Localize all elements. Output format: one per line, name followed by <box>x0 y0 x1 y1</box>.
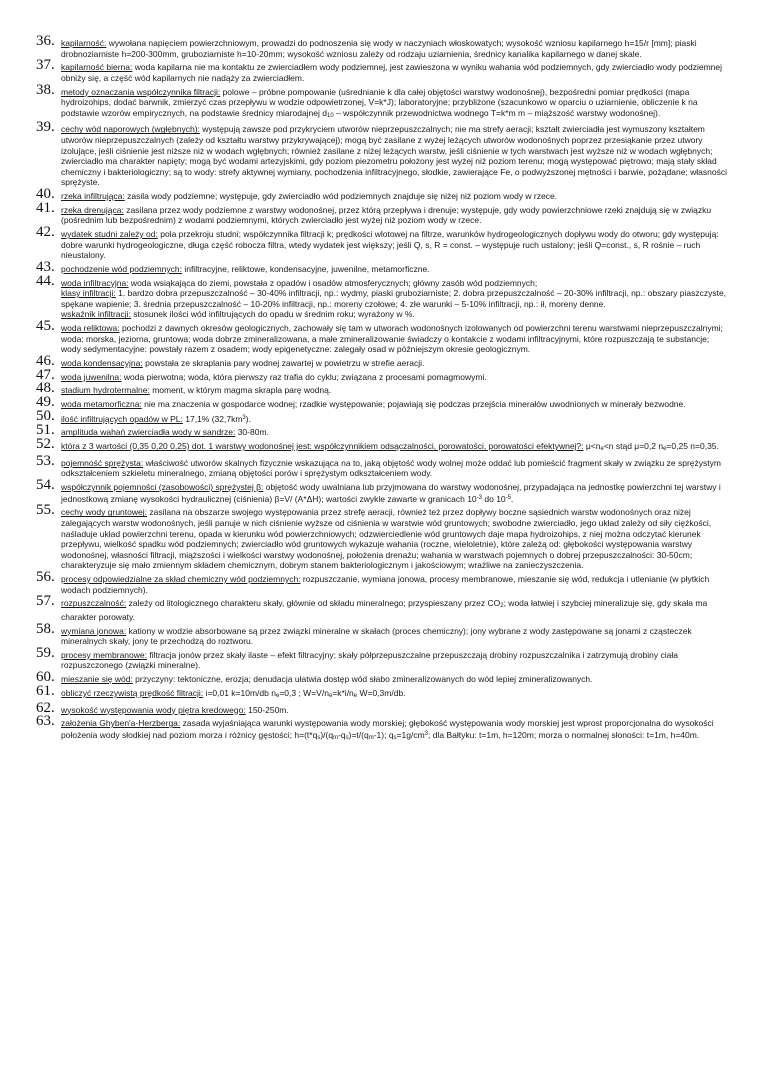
term: procesy membranowe: <box>61 649 147 660</box>
definition-tail: <n stąd μ=0,2 n <box>603 441 664 452</box>
list-item <box>36 33 728 59</box>
item-number: 57. <box>36 593 55 610</box>
term: wydatek studni zależy od: <box>61 229 158 240</box>
item-number: 40. <box>36 186 55 203</box>
list-item <box>36 620 728 647</box>
term: ilość infiltrujących opadów w PL: <box>61 413 183 424</box>
definition: pochodzi z dawnych okresów geologicznych, zachowały się tam w utworach wodonośnych izolowanych od powierzchni terenu warstwami nieprzepuszczalnymi; woda: morska, jeziorna, gruntowa; woda dobrze zmineralizowana, a małe zmineralizowanie świadczy o kontakcie z wodami infiltracyjnymi, które rozpuszczają te substancje; wody sedymentacyjne: powstały razem z osadem; wody epigenetyczne: zalegały osad w późniejszym okresie geologicznym. <box>61 323 723 355</box>
item-number: 42. <box>36 224 55 241</box>
superscript: 3 <box>424 730 429 737</box>
definition-tail: =1g/cm <box>396 729 425 740</box>
definition: woda kapilarna nie ma kontaktu ze zwierciadłem wody podziemnej, jest zawieszona w wyniku wahania wód podziemnych, gdy zwierciadło wody podziemnej obniży się, a część wód kapilarnych nie nadąży za zwierciadłem. <box>61 62 722 83</box>
term: pochodzenie wód podziemnych: <box>61 263 182 274</box>
list-item <box>36 199 728 226</box>
definition: i=0,01 k=10m/db n <box>203 687 276 698</box>
term: wysokość występowania wody piętra kredowego: <box>61 704 246 715</box>
term: woda juwenilna: <box>61 371 122 382</box>
list-item <box>36 119 728 188</box>
list-item <box>36 452 728 479</box>
term: wskaźnik infiltracji: <box>61 309 131 320</box>
definition: nie ma znaczenia w gospodarce wodnej; rzadkie występowanie; pojawiają się podczas przejścia minerałów uwodnionych w minerały bezwodne. <box>141 399 686 410</box>
definition: właściwość utworów skalnych fizycznie wskazująca na to, jaką objętość wody wolnej może oddać lub pomieścić fragment skały w związku ze sprężystym odkształceniem szkieletu mineralnego, zmianą objętości porów i sprężystym odkształceniem wody. <box>61 457 721 479</box>
item-number: 43. <box>36 258 55 275</box>
list-item <box>36 394 728 411</box>
list-item <box>36 272 728 320</box>
term: kapilarność bierna: <box>61 62 133 73</box>
subscript: 2 <box>500 603 504 610</box>
definition-tail: W=0,3m/db. <box>357 687 406 698</box>
term: cechy wód naporowych (wgłębnych): <box>61 124 200 135</box>
definition: 30-80m. <box>235 427 269 438</box>
definition: μ<n <box>583 441 601 452</box>
term: rzeka drenująca: <box>61 204 124 215</box>
superscript: 3 <box>242 414 246 421</box>
item-number: 51. <box>36 422 55 439</box>
item-number: 41. <box>36 199 55 216</box>
term: procesy odpowiedzialne za skład chemiczny wód podziemnych: <box>61 574 301 584</box>
subscript: 10 <box>327 112 334 119</box>
item-number: 60. <box>36 669 55 686</box>
term: woda infiltracyjna: <box>61 277 129 288</box>
definition: powstała ze skraplania pary wodnej zawartej w powietrzu w strefie aeracji. <box>142 357 425 368</box>
sub-paragraph <box>61 288 728 309</box>
subscript: e <box>275 692 280 699</box>
subscript: s <box>393 734 397 741</box>
term: stadium hydrotermalne: <box>61 385 150 396</box>
list-item <box>36 352 728 369</box>
definition: woda pierwotna; woda, która pierwszy raz trafia do cyklu; związana z procesami pomagmowymi. <box>121 371 487 382</box>
list-item <box>36 57 728 83</box>
list-item <box>36 81 728 122</box>
definition: rozpuszczanie, wymiana jonowa, procesy membranowe, mieszanie się wód, redukcja i utlenianie (w płytkich wodach podziemnych). <box>61 574 710 595</box>
item-number: 48. <box>36 380 55 397</box>
definition: 1. bardzo dobra przepuszczalność – 30-40% infiltracji, np.: wydmy, piaski gruboziarniste; 2. dobra przepuszczalność – 20-30% infiltracji, np.: obszary piaszczyste, spękane wapienie; 3. średnia przepuszczalność – 10-20% infiltracji, np.: moreny czołowe; 4. złe warunki – 5-10% infiltracji, np.: ił, moreny denne. <box>61 288 727 309</box>
item-number: 58. <box>36 620 55 637</box>
item-number: 63. <box>36 713 55 730</box>
term: rozpuszczalność: <box>61 598 127 609</box>
item-number: 38. <box>36 81 55 98</box>
definition-tail: ; woda łatwiej i szybciej mineralizuje się, gdy skała ma charakter porowaty. <box>61 598 708 622</box>
term: woda reliktowa: <box>61 323 120 334</box>
list-item <box>36 422 728 439</box>
item-number: 49. <box>36 394 55 411</box>
list-item <box>36 644 728 671</box>
item-number: 54. <box>36 477 55 494</box>
definition-tail: -q <box>338 729 346 740</box>
definition: zasada wyjaśniająca warunki występowania wody morskiej; głębokość występowania wody morskiej jest wprost proporcjonalna do wysokości położenia wody słodkiej nad poziom morza i różnicy gęstości; h=(t*q <box>61 718 714 740</box>
list-item <box>36 502 728 571</box>
term: cechy wody gruntowej: <box>61 507 147 518</box>
list-item <box>36 258 728 275</box>
term: która z 3 wartości (0,35 0,20 0,25) dot. 1 warstwy wodonośnej jest: współczynnikiem odsączalności, porowatości, porowatości efektywnej?: <box>61 441 584 452</box>
list-item <box>36 569 728 595</box>
term: pojemność sprężysta: <box>61 457 144 468</box>
term: założenia Ghyben'a-Herzberga: <box>61 718 181 729</box>
list-item <box>36 186 728 203</box>
list-item <box>36 699 728 716</box>
term: woda kondensacyjna: <box>61 357 143 368</box>
term: kapilarność: <box>61 38 107 48</box>
definition: zasilana na obszarze swojego występowania przez strefę aeracji, również też przez dopływy boczne sąsiednich warstw wodonośnych oraz niżej zalegających warstw wodonośnych, jeśli panuje w nich ciśnienie wyższe od ciśnienia w warstwie wód gruntowych; swobodne zwierciadło, jego układ zależy od siły ciężkości, naśladuje układ powierzchni terenu, opada w kierunku wód powierzchniowych; odzwierciedlenie wód gruntowych daje mapa hydroizohips, z niej można odczytać kierunek przepływu, wielkość spadku wód podziemnych; zwierciadło wód gruntowych wykazuje wahania (roczne, wieloletnie), które zależą od: głębokości występowania warstwy wodonośnej, własności filtracji, miąższości i wielkości warstwy wodonośnej, położenia drenażu; wahania w warstwach pojemnych o dobrej przepuszczalności: 30-50cm; charakteryzuje się mało zmiennym składem chemicznym, dobrym stanem bakteriologicznym i jakościowym; wrażliwe na zanieczyszczenia. <box>61 507 712 571</box>
term: rzeka infiltrująca: <box>61 191 125 202</box>
item-number: 59. <box>36 644 55 661</box>
term: metody oznaczania współczynnika filtracji: <box>61 86 221 97</box>
list-item <box>36 682 728 702</box>
subscript: m <box>368 734 374 741</box>
item-number: 46. <box>36 352 55 369</box>
definition: zasila wody podziemne; występuje, gdy zwierciadło wód podziemnych znajduje się niżej niż poziom wody w rzece. <box>124 191 558 202</box>
definition-tail: -1); q <box>373 729 394 740</box>
subscript: e <box>353 692 358 699</box>
item-number: 52. <box>36 436 55 453</box>
sub-paragraph <box>61 309 728 320</box>
definition: polowe – próbne pompowanie (uśrednianie k dla całej objętości warstwy wodonośnej), bezpośredni pomiar prędkości (mapa hydroizohips, dodać barwnik, zmierzyć czas przepływu w wodzie odpowietrzonej, V=k*J); laboratoryjne; przybliżone (szacunkowo w oparciu o uziarnienie, obliczenie k na podstawie wzorów empirycznych, na podstawie średnicy miarodajnej d <box>61 86 698 118</box>
definition: zależy od litologicznego charakteru skały, głównie od składu mineralnego; przyspieszany przez CO <box>126 598 501 609</box>
list-item <box>36 436 728 455</box>
definition-tail: – współczynnik przewodnictwa wodnego T=k*m m – miąższość warstwy wodonośnej). <box>333 107 661 118</box>
definition: zasilana przez wody podziemne z warstwy wodonośnej, przez którą przepływa i drenuje; występuje, gdy wody powierzchniowe rzeki znajdują się w związku (pośrednim lub bezpośrednim) z wodami podziemnymi, których zwierciadło jest wyżej niż poziom wody w rzece. <box>61 204 712 226</box>
item-number: 47. <box>36 366 55 383</box>
definition: moment, w którym magma skrapla parę wodną. <box>149 385 332 396</box>
definition-tail: )/(q <box>320 729 334 740</box>
item-number: 45. <box>36 318 55 335</box>
term: wymiana jonowa: <box>61 625 127 636</box>
list-item <box>36 713 728 743</box>
definition: 17,1% (32,7km <box>182 413 243 424</box>
term: klasy infiltracji: <box>61 288 116 299</box>
definition-tail: =0,25 n=0,35. <box>666 441 719 452</box>
document-page <box>36 33 728 746</box>
item-number: 61. <box>36 682 55 699</box>
list-item <box>36 407 728 425</box>
item-number: 62. <box>36 699 55 716</box>
superscript: -3 <box>476 494 483 501</box>
list-item <box>36 669 728 686</box>
definition: infiltracyjne, reliktowe, kondensacyjne, juwenilne, metamorficzne. <box>181 263 430 274</box>
definition: występują zawsze pod przykryciem utworów nieprzepuszczalnych; nie ma strefy aeracji; kształt zwierciadła jest wymuszony kształtem utworów nieprzepuszczalnych (zależy od kształtu warstwy przykrywającej); mogą być zasilane z wyżej leżących utworów wodonośnych poprzez przesiąkanie przez utwory izolujące, jeśli ciśnienie jest niższe niż w wodach wgłębnych; również zasilane z niżej leżących warstw, jeśli ciśnienie w tych warstwach jest wyższe niż w wodach wgłębnych; zwierciadło ma charakter napięty; mogą być wodami artezyjskimi, gdy poziom piezometru położony jest wyżej niż poziom terenu; mogą występować piętrowo; mają stały skład chemiczny i bakteriologiczny; są to wody: strefy aktywnej wymiany, pochodzenia infiltracyjnego, słodkie, zawierające Fe, o podwyższonej mętności i barwie, pożądane; własności sprężyste. <box>61 124 727 188</box>
definition-tail: do 10 <box>482 493 506 504</box>
definition: 150-250m. <box>245 704 289 715</box>
item-number: 55. <box>36 502 55 519</box>
list-item <box>36 593 728 622</box>
list-item <box>36 380 728 397</box>
definition-tail: )=t/(q <box>348 729 369 740</box>
term: mieszanie się wód: <box>61 674 133 685</box>
definition: przyczyny: tektoniczne, erozja; denudacja ułatwia dostęp wód słabo zmineralizowanych do wód lepiej zmineralizowanych. <box>132 674 593 685</box>
item-number: 53. <box>36 452 55 469</box>
list-item <box>36 318 728 355</box>
term: woda metamorficzna: <box>61 399 142 410</box>
term: współczynnik pojemności (zasobowości) sprężystej β: <box>61 482 264 493</box>
definition-tail: ; dla Bałtyku: t=1m, h=120m; morza o normalnej słoności: t=1m, h=40m. <box>428 729 700 740</box>
term: amplituda wahań zwierciadła wody w sandrze: <box>61 427 236 438</box>
item-number: 39. <box>36 119 55 136</box>
subscript: s <box>317 734 321 741</box>
item-number: 56. <box>36 569 55 585</box>
list-item <box>36 224 728 261</box>
definition: filtracja jonów przez skały ilaste – efekt filtracyjny; skały półprzepuszczalne przepuszczają drobiny rozpuszczalnika i zatrzymują drobiny ciała rozpuszczonego (związki mineralne). <box>61 649 678 671</box>
definition: stosunek ilości wód infiltrujących do opadu w średnim roku; wyrażony w %. <box>130 309 415 320</box>
definition-tail: =0,3 ; W=V/n <box>279 687 329 698</box>
subscript: e <box>663 446 667 453</box>
definition-tail: . <box>511 493 514 504</box>
definition-tail: ). <box>245 413 251 424</box>
item-number: 36. <box>36 33 55 49</box>
subscript: m <box>333 734 339 741</box>
definition: pola przekroju studni; współczynnika filtracji k; prędkości wlotowej na filtrze, warunków hydrogeologicznych dopływu wody do otworu; gdy występują: dobre warunki hydrogeologiczne, długa część robocza filtra, wtedy wydatek jest większy; jeśli Q, s, R = const. – występuje ruch ustalony; jeśli Q=const., s, R rośnie – ruch nieustalony. <box>61 229 719 261</box>
superscript: -5 <box>505 494 511 501</box>
list-item <box>36 366 728 383</box>
subscript: e <box>328 692 333 699</box>
item-number: 50. <box>36 407 55 424</box>
definition: woda wsiąkająca do ziemi, powstała z opadów i osadów atmosferycznych; główny zasób wód podziemnych; <box>128 277 538 288</box>
subscript: e <box>600 446 604 453</box>
definition-tail: =k*i/n <box>332 687 354 698</box>
subscript: s <box>345 734 349 741</box>
definition: objętość wody uwalniana lub przyjmowana do warstwy wodonośnej, przypadająca na jednostkę powierzchni tej warstwy i jednostkową zmianę wysokości hydraulicznej (ciśnienia) β=V/ (A*ΔH); wartości zwykle zawarte w granicach 10 <box>61 482 721 504</box>
item-number: 44. <box>36 272 55 289</box>
term: obliczyć rzeczywistą prędkość filtracji: <box>61 687 204 698</box>
item-number: 37. <box>36 57 55 74</box>
definition: kationy w wodzie absorbowane są przez związki mineralne w skałach (proces chemiczny); jony wybrane z wody zastępowane są jonami z cząsteczek mineralnych skały, jony te przechodzą do roztworu. <box>61 625 692 647</box>
definition: wywołana napięciem powierzchniowym, prowadzi do podnoszenia się wody w naczyniach włoskowatych; wysokość wzniosu kapilarnego h=15/r [mm]; piaski drobnoziarniste h=200-300mm, gruboziarniste h=10-20mm; wysokość wzniosu zależy od rodzaju uziarnienia, średnicy kanalika kapilarnego w danej skale. <box>61 38 697 59</box>
list-item <box>36 477 728 504</box>
